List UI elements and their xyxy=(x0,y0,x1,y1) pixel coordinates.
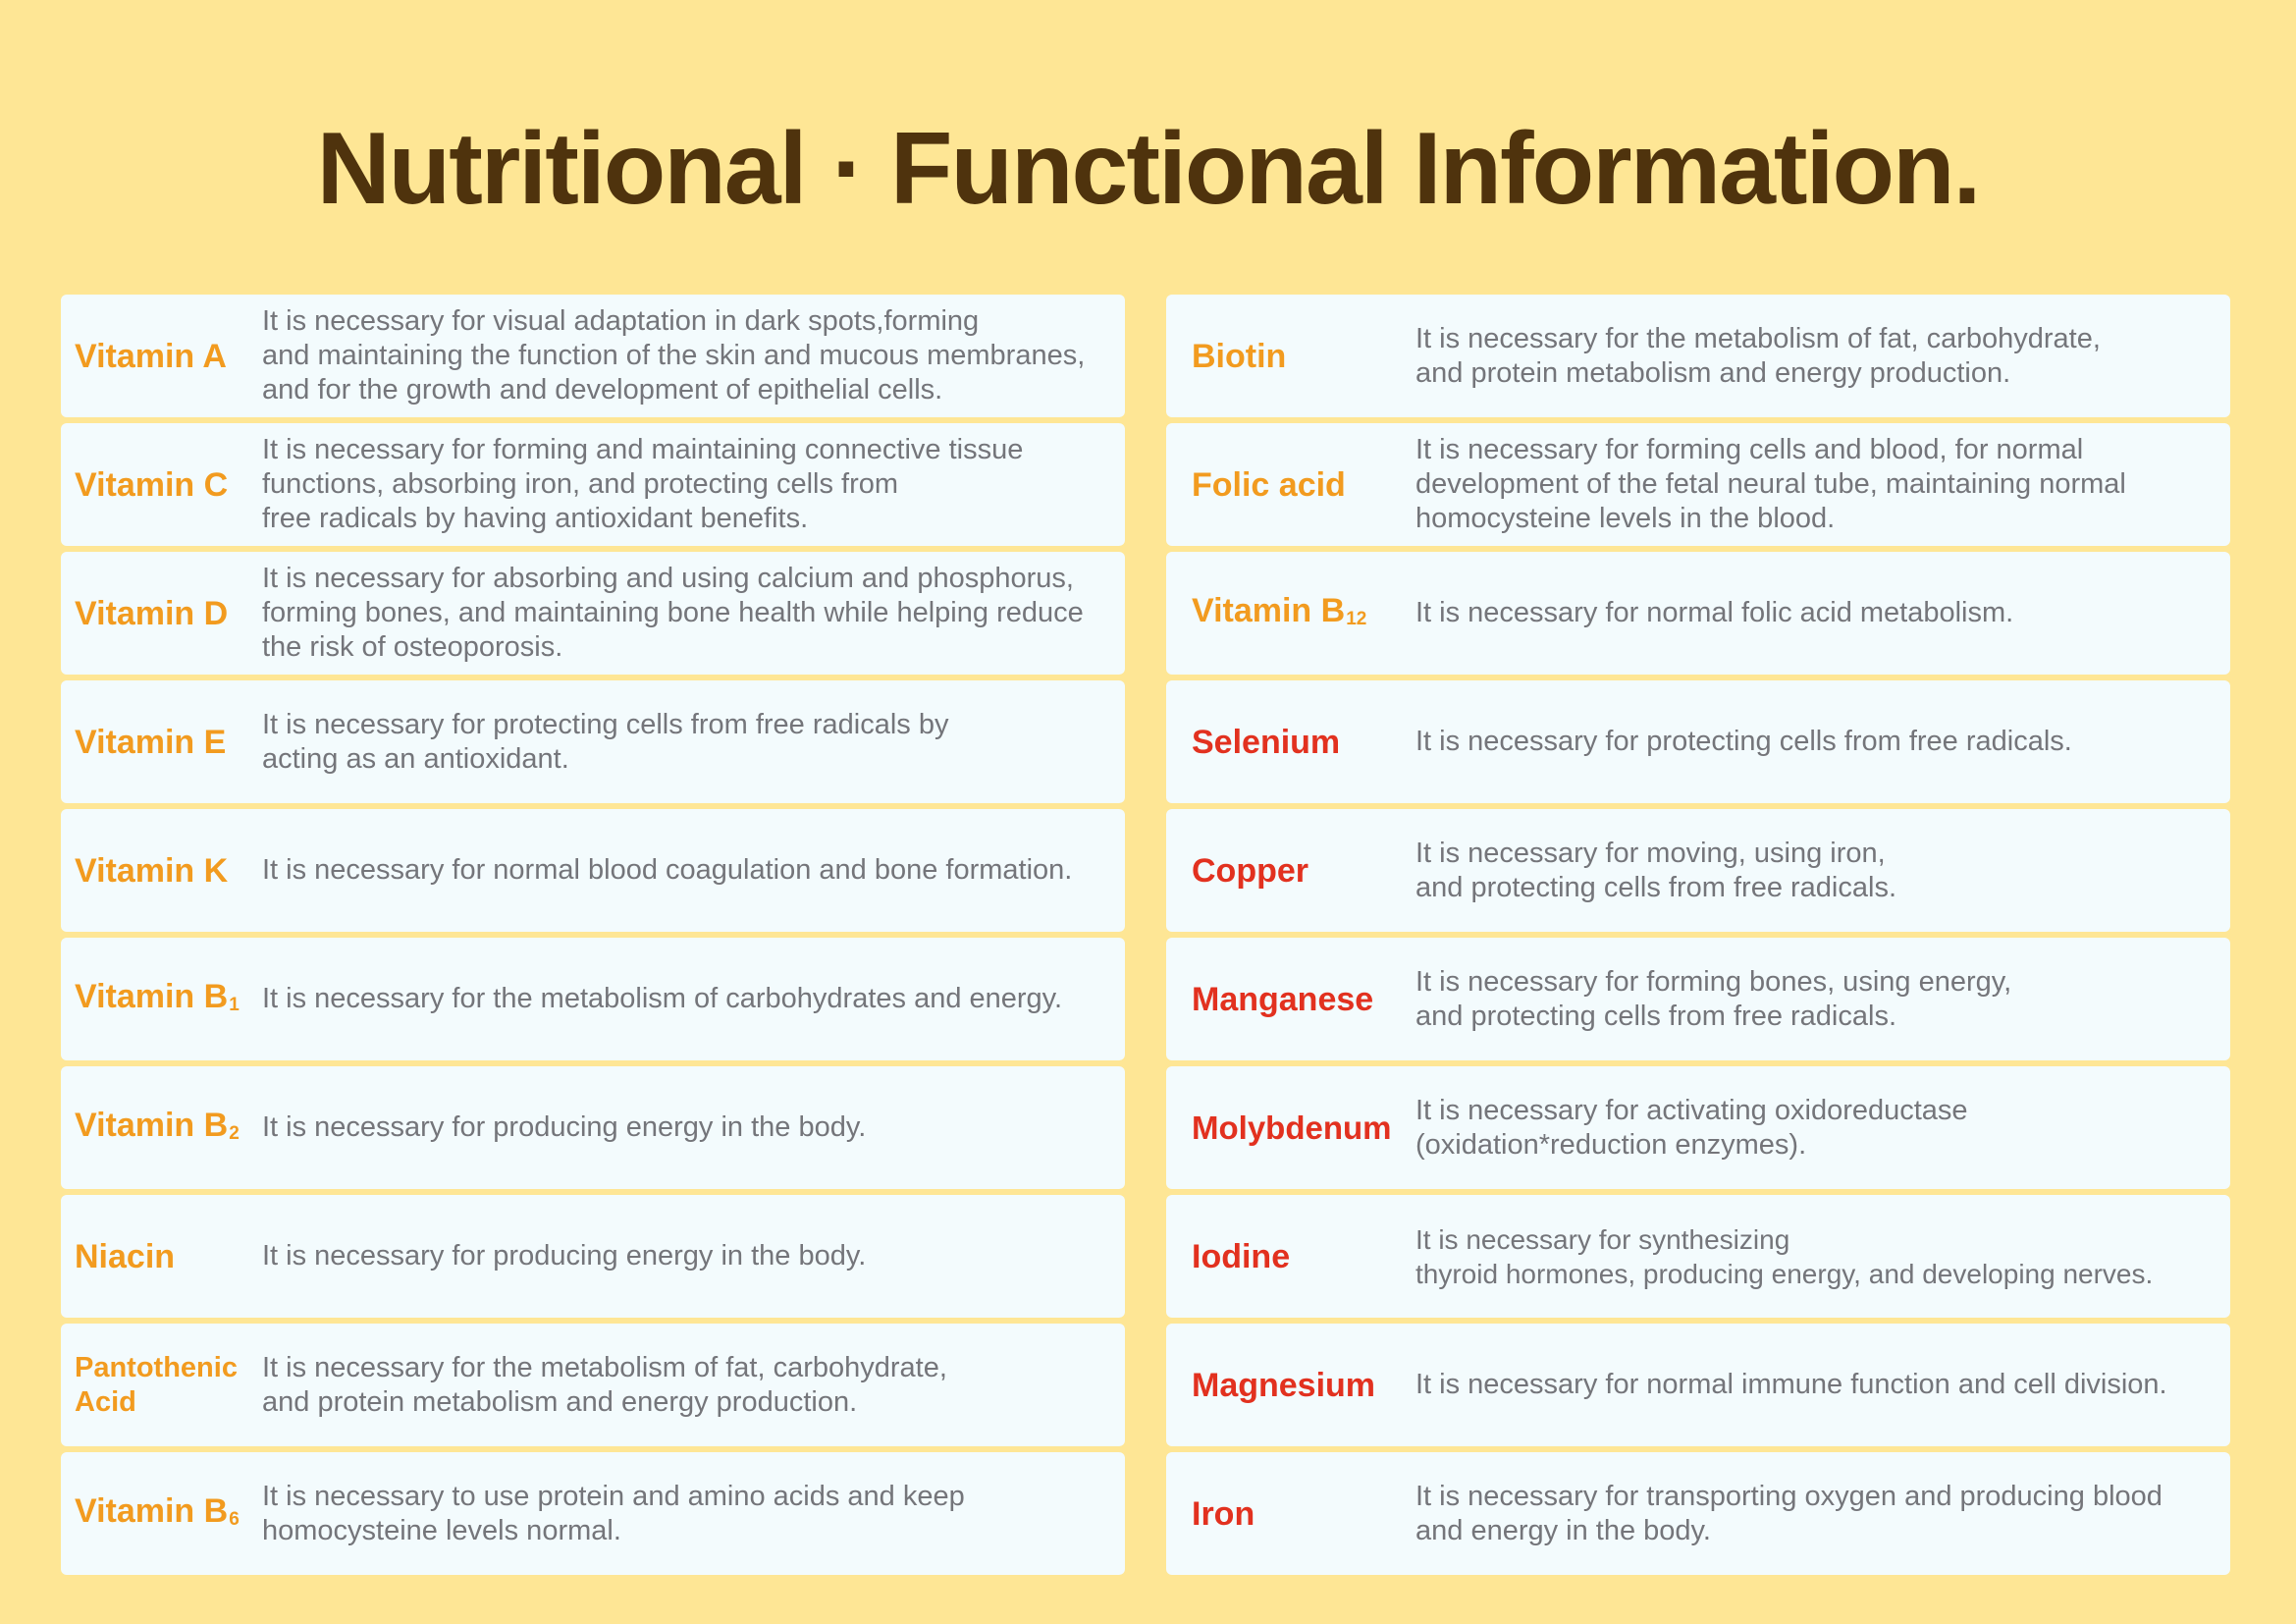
nutrient-description: It is necessary for absorbing and using calcium and phosphorus, forming bones, and maintaining bone health while helping reduce the risk of osteoporosis. xyxy=(262,563,1084,663)
nutrient-description: It is necessary for moving, using iron, and protecting cells from free radicals. xyxy=(1415,837,1896,903)
nutrient-name: Molybdenum xyxy=(1192,1109,1392,1146)
nutrient-subscript: 12 xyxy=(1346,608,1367,629)
nutrient-card xyxy=(1166,809,2230,932)
nutrient-name: Folic acid xyxy=(1192,465,1346,504)
nutrient-subscript: 1 xyxy=(229,994,240,1015)
nutrient-card xyxy=(61,552,1125,675)
nutrient-card xyxy=(1166,1066,2230,1189)
nutrient-description: It is necessary for transporting oxygen and producing blood and energy in the body. xyxy=(1415,1480,2163,1546)
nutrient-subscript: 6 xyxy=(229,1508,240,1530)
nutrient-card xyxy=(61,1324,1125,1446)
nutrient-name: Vitamin A xyxy=(75,337,227,375)
nutrient-name: Vitamin $B_6$ xyxy=(75,1491,240,1530)
nutrient-card xyxy=(1166,295,2230,417)
nutrient-card xyxy=(1166,680,2230,803)
nutrient-name: Copper xyxy=(1192,851,1308,890)
nutrient-card xyxy=(1166,1324,2230,1446)
nutrient-card xyxy=(1166,1452,2230,1575)
nutrient-name: Vitamin E xyxy=(75,723,227,761)
nutrient-description: It is necessary for the metabolism of fat, carbohydrate, and protein metabolism and energy production. xyxy=(262,1351,947,1418)
nutrient-subscript: 2 xyxy=(229,1122,240,1144)
nutrient-description: It is necessary for synthesizing thyroid hormones, producing energy, and developing nerves. xyxy=(1415,1223,2154,1289)
nutrient-description: It is necessary for visual adaptation in dark spots,forming and maintaining the function of the skin and mucous membranes, and for the growth and development of epithelial cells. xyxy=(262,305,1086,406)
nutrient-description: It is necessary for protecting cells from free radicals by acting as an antioxidant. xyxy=(262,708,949,775)
nutrient-description: It is necessary for producing energy in the body. xyxy=(262,1111,867,1143)
nutrient-name: Pantothenic Acid xyxy=(75,1351,238,1418)
nutrient-description: It is necessary for protecting cells from free radicals. xyxy=(1415,726,2072,757)
nutrient-description: It is necessary for the metabolism of carbohydrates and energy. xyxy=(262,983,1063,1014)
nutrient-name: Selenium xyxy=(1192,723,1341,761)
nutrient-card xyxy=(1166,938,2230,1060)
nutrient-name: Vitamin $B_2$ xyxy=(75,1106,240,1144)
nutrient-description: It is necessary to use protein and amino acids and keep homocysteine levels normal. xyxy=(262,1480,965,1546)
nutrient-name: Biotin xyxy=(1192,337,1287,375)
nutrient-card xyxy=(1166,1195,2230,1318)
nutrient-card xyxy=(61,809,1125,932)
nutrient-description: It is necessary for normal folic acid metabolism. xyxy=(1415,597,2014,628)
nutrient-description: It is necessary for normal blood coagulation and bone formation. xyxy=(262,854,1073,886)
nutrient-name: Iodine xyxy=(1192,1237,1291,1275)
nutrient-description: It is necessary for forming and maintaining connective tissue functions, absorbing iron, and protecting cells from free radicals by having antioxidant benefits. xyxy=(262,434,1024,534)
nutrient-card xyxy=(61,295,1125,417)
nutrient-description: It is necessary for forming cells and blood, for normal development of the fetal neural tube, maintaining normal homocysteine levels in the blood. xyxy=(1415,434,2126,534)
nutrient-name: Vitamin D xyxy=(75,594,229,632)
nutrient-name: Iron xyxy=(1192,1494,1255,1533)
nutrient-description: It is necessary for forming bones, using energy, and protecting cells from free radicals. xyxy=(1415,965,2012,1032)
nutrient-name: Niacin xyxy=(75,1237,176,1275)
nutrient-card xyxy=(61,1195,1125,1318)
nutrient-name: Vitamin C xyxy=(75,465,229,504)
nutrient-card xyxy=(61,423,1125,546)
nutrient-description: It is necessary for the metabolism of fat, carbohydrate, and protein metabolism and energy production. xyxy=(1415,322,2101,389)
nutrient-card xyxy=(61,1452,1125,1575)
nutrient-card xyxy=(61,938,1125,1060)
vitamins-column-left xyxy=(61,295,1125,1581)
nutrient-card xyxy=(61,680,1125,803)
nutrient-description: It is necessary for activating oxidoreductase (oxidation*reduction enzymes). xyxy=(1415,1094,1968,1161)
nutrient-name: Magnesium xyxy=(1192,1366,1376,1404)
nutrients-column-right xyxy=(1166,295,2230,1581)
nutrient-card xyxy=(61,1066,1125,1189)
nutrient-description: It is necessary for producing energy in the body. xyxy=(262,1240,867,1272)
nutrient-card xyxy=(1166,552,2230,675)
page-title: Nutritional · Functional Information. xyxy=(316,112,1980,226)
nutrient-name: Vitamin $B_1$ xyxy=(75,977,240,1015)
nutrient-name: Manganese xyxy=(1192,980,1374,1018)
nutrient-name: Vitamin $B_{12}$ xyxy=(1192,591,1367,629)
nutrient-card xyxy=(1166,423,2230,546)
nutrient-description: It is necessary for normal immune function and cell division. xyxy=(1415,1369,2167,1400)
nutrient-name: Vitamin K xyxy=(75,851,229,890)
